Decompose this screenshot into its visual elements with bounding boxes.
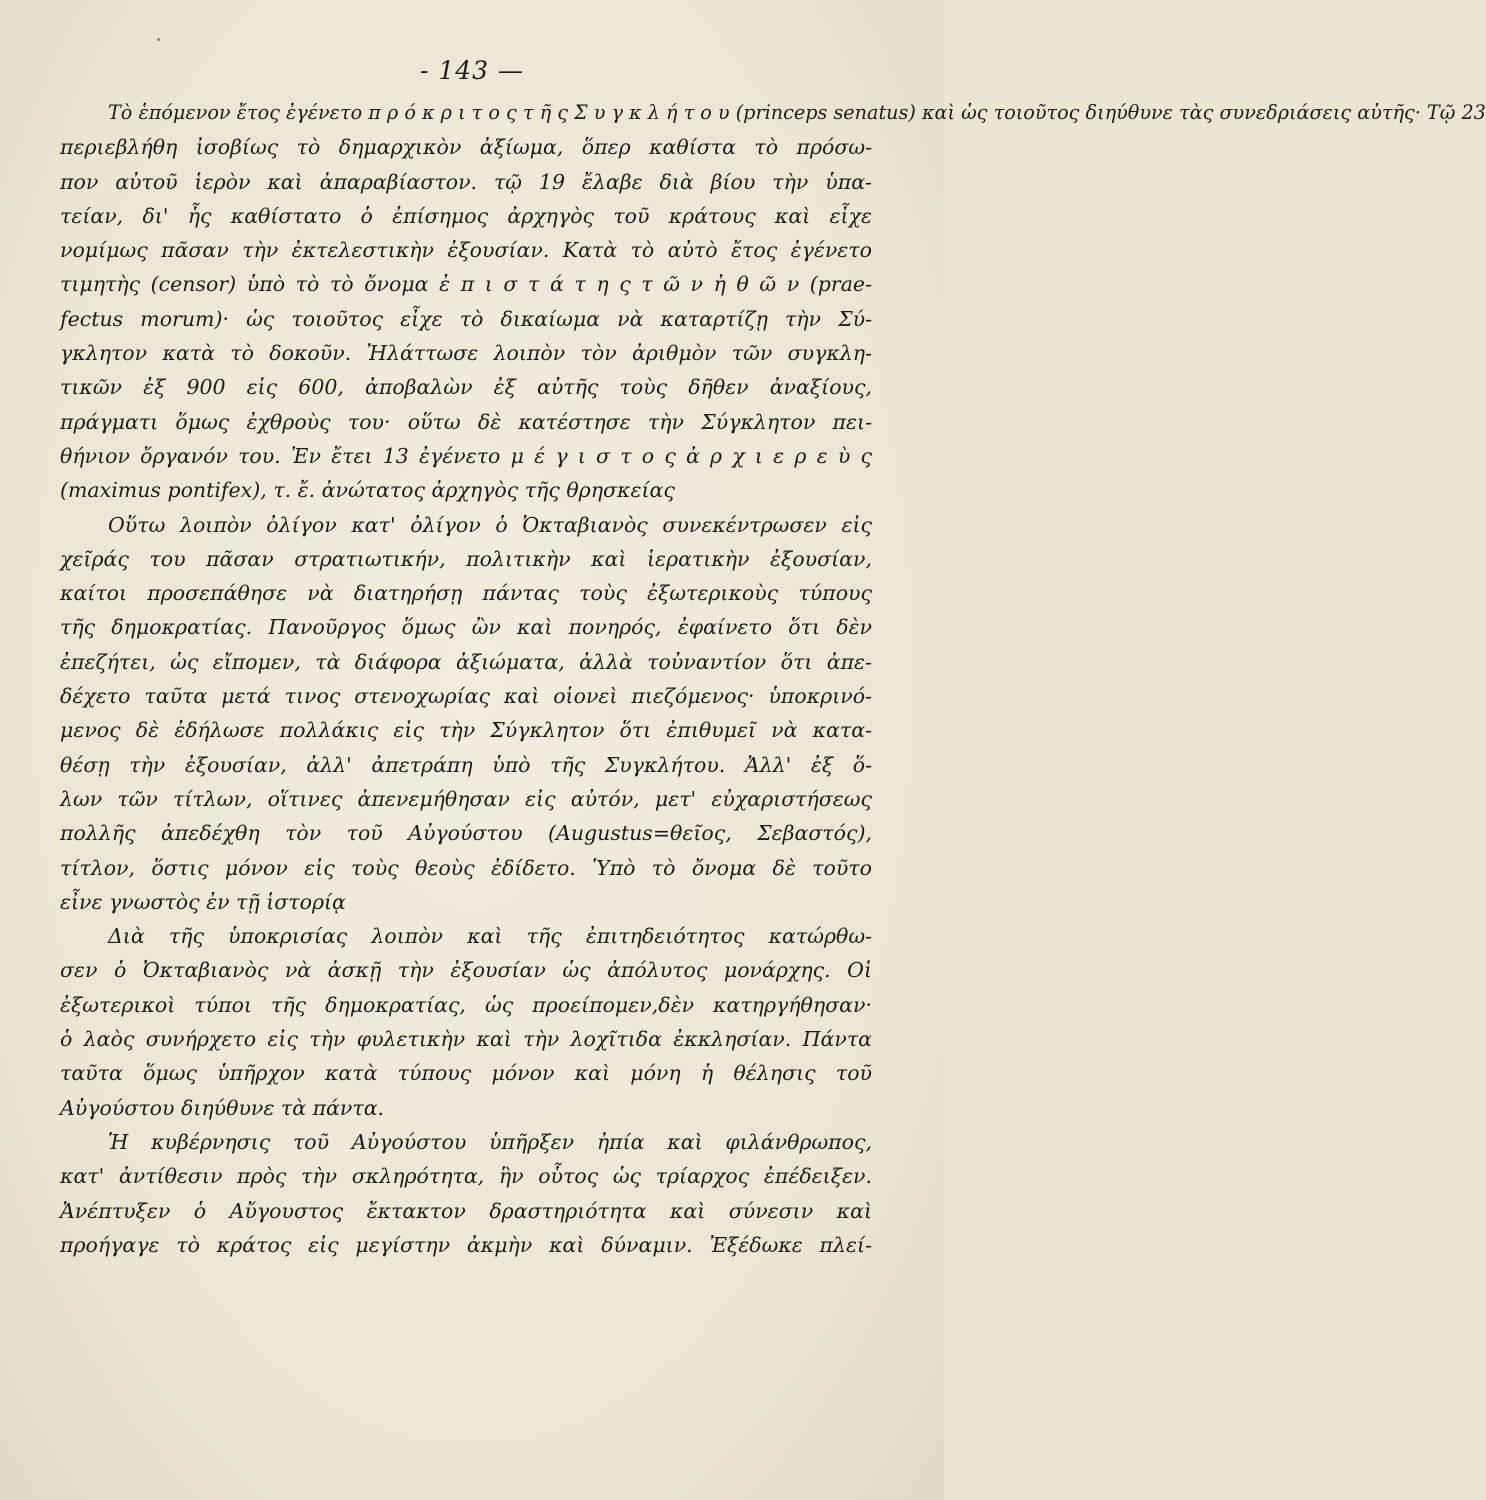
text-line-29: ταῦτα ὅμως ὑπῆρχον κατὰ τύπους μόνον καὶ μόνη ἡ θέλησις τοῦ [60, 1061, 872, 1086]
text-line-24: εἶνε γνωστὸς ἐν τῇ ἱστορίᾳ [60, 889, 346, 914]
text-line-33: Ἀνέπτυξεν ὁ Αὔγουστος ἔκτακτον δραστηριότητα καὶ σύνεσιν καὶ [60, 1198, 872, 1223]
text-line-27: ἐξωτερικοὶ τύποι τῆς δημοκρατίας, ὡς προείπομεν,δὲν κατηργήθησαν· [60, 992, 872, 1017]
text-line-8: γκλητον κατὰ τὸ δοκοῦν. Ἠλάττωσε λοιπὸν τὸν ἀριθμὸν τῶν συγκλη- [60, 341, 872, 366]
text-line-3: πον αὐτοῦ ἱερὸν καὶ ἀπαραβίαστον. τῷ 19 ἔλαβε διὰ βίου τὴν ὑπα- [60, 169, 872, 194]
text-line-18: δέχετο ταῦτα μετά τινος στενοχωρίας καὶ οἱονεὶ πιεζόμενος· ὑποκρινό- [60, 684, 872, 709]
text-line-14: χεῖράς του πᾶσαν στρατιωτικήν, πολιτικὴν καὶ ἱερατικὴν ἐξουσίαν, [60, 546, 872, 571]
text-line-21: λων τῶν τίτλων, οἵτινες ἀπενεμήθησαν εἰς αὐτόν, μετ' εὐχαριστήσεως [60, 786, 872, 811]
text-line-22: πολλῆς ἀπεδέχθη τὸν τοῦ Αὐγούστου (Augustus=θεῖος, Σεβαστός), [60, 821, 872, 846]
text-line-26: σεν ὁ Ὀκταβιανὸς νὰ ἀσκῇ τὴν ἐξουσίαν ὡς ἀπόλυτος μονάρχης. Οἱ [60, 958, 872, 983]
text-line-15: καίτοι προσεπάθησε νὰ διατηρήσῃ πάντας τοὺς ἐξωτερικοὺς τύπους [60, 581, 872, 606]
text-line-11: θήνιον ὄργανόν του. Ἐν ἔτει 13 ἐγένετο μ έ γ ι σ τ ο ς ἀ ρ χ ι ε ρ ε ὺ ς [60, 443, 872, 468]
text-line-19: μενος δὲ ἐδήλωσε πολλάκις εἰς τὴν Σύγκλητον ὅτι ἐπιθυμεῖ νὰ κατα- [60, 718, 872, 743]
text-line-10: πράγματι ὅμως ἐχθροὺς του· οὕτω δὲ κατέστησε τὴν Σύγκλητον πει- [60, 409, 872, 434]
text-line-25: Διὰ τῆς ὑποκρισίας λοιπὸν καὶ τῆς ἐπιτηδειότητος κατώρθω- [108, 924, 872, 949]
page-number: - 143 — [419, 56, 525, 85]
text-line-13: Οὕτω λοιπὸν ὀλίγον κατ' ὀλίγον ὁ Ὀκταβιανὸς συνεκέντρωσεν εἰς [108, 512, 872, 537]
text-line-32: κατ' ἀντίθεσιν πρὸς τὴν σκληρότητα, ἣν οὗτος ὡς τρίαρχος ἐπέδειξεν. [60, 1164, 872, 1189]
body-text [60, 96, 1486, 1262]
text-line-23: τίτλον, ὅστις μόνον εἰς τοὺς θεοὺς ἐδίδετο. Ὑπὸ τὸ ὄνομα δὲ τοῦτο [60, 855, 872, 880]
text-line-30: Αὐγούστου διηύθυνε τὰ πάντα. [60, 1095, 385, 1120]
text-line-9: τικῶν ἐξ 900 εἰς 600, ἀποβαλὼν ἐξ αὐτῆς τοὺς δῆθεν ἀναξίους, [60, 375, 872, 400]
text-line-7: fectus morum)· ὡς τοιοῦτος εἶχε τὸ δικαίωμα νὰ καταρτίζῃ τὴν Σύ- [60, 306, 872, 331]
text-line-5: νομίμως πᾶσαν τὴν ἐκτελεστικὴν ἐξουσίαν. Κατὰ τὸ αὐτὸ ἔτος ἐγένετο [60, 238, 872, 263]
text-line-20: θέσῃ τὴν ἐξουσίαν, ἀλλ' ἀπετράπη ὑπὸ τῆς Συγκλήτου. Ἀλλ' ἐξ ὅ- [60, 752, 872, 777]
text-line-12: (maximus pontifex), τ. ἔ. ἀνώτατος ἀρχηγὸς τῆς θρησκείας [60, 478, 675, 503]
text-line-16: τῆς δημοκρατίας. Πανοῦργος ὅμως ὢν καὶ πονηρός, ἐφαίνετο ὅτι δὲν [60, 615, 872, 640]
text-line-4: τείαν, δι' ἧς καθίστατο ὁ ἐπίσημος ἀρχηγὸς τοῦ κράτους καὶ εἶχε [60, 203, 872, 228]
text-line-2: περιεβλήθη ἰσοβίως τὸ δημαρχικὸν ἀξίωμα, ὅπερ καθίστα τὸ πρόσω- [60, 135, 872, 160]
text-line-6: τιμητὴς (censor) ὑπὸ τὸ τὸ ὄνομα ἐ π ι σ τ ά τ η ς τ ῶ ν ἠ θ ῶ ν (prae- [60, 272, 872, 297]
text-line-17: ἐπεζήτει, ὡς εἴπομεν, τὰ διάφορα ἀξιώματα, ἀλλὰ τοὐναντίον ὅτι ἀπε- [60, 649, 872, 674]
text-line-1: Τὸ ἑπόμενον ἔτος ἐγένετο π ρ ό κ ρ ι τ ο ς τ ῆ ς Σ υ γ κ λ ή τ ο υ (princeps senatus) καὶ ὡς τοιοῦτος διηύθυνε τὰς συνεδριάσεις αὐτῆς· Τῷ 23 [108, 101, 1486, 124]
text-line-28: ὁ λαὸς συνήρχετο εἰς τὴν φυλετικὴν καὶ τὴν λοχῖτιδα ἐκκλησίαν. Πάντα [60, 1027, 872, 1052]
text-line-34: προήγαγε τὸ κράτος εἰς μεγίστην ἀκμὴν καὶ δύναμιν. Ἐξέδωκε πλεί- [60, 1232, 872, 1257]
paper-speck [157, 38, 160, 41]
text-line-31: Ἡ κυβέρνησις τοῦ Αὐγούστου ὑπῆρξεν ἠπία καὶ φιλάνθρωπος, [108, 1129, 872, 1154]
